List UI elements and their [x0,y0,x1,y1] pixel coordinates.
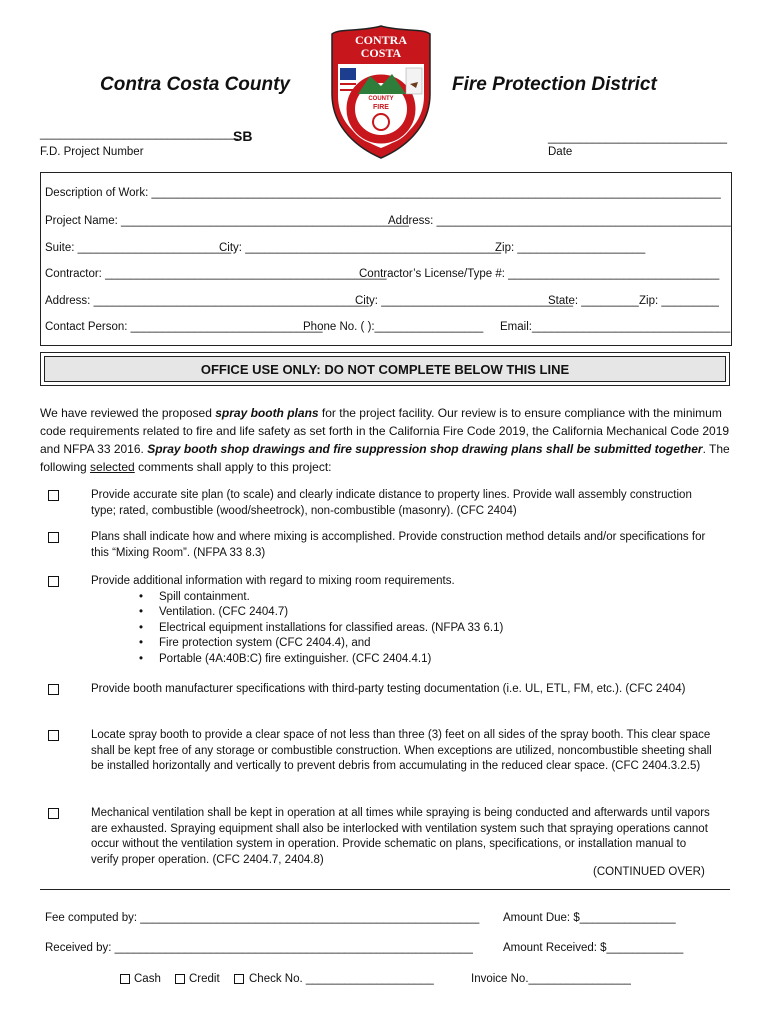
invoice-number-field[interactable]: Invoice No.________________ [471,973,631,985]
contractor-field[interactable]: Contractor: ____________________________________________ [45,268,387,280]
contractor-zip-field[interactable]: Zip: _________ [639,295,719,307]
fire-district-logo [330,24,432,160]
check-number-field[interactable]: Check No. ____________________ [249,973,434,985]
email-field[interactable]: Email:_______________________________ [500,321,731,333]
checklist-item-text [91,574,716,667]
mixing-room-bullets [91,590,716,668]
amount-received-field[interactable]: Amount Received: $____________ [503,942,684,954]
continued-over-note: (CONTINUED OVER) [593,866,705,878]
checklist-text: Provide additional information with regard to mixing room requirements. [91,575,455,587]
suite-field[interactable]: Suite: ________________________ [45,242,232,254]
contractor-address-field[interactable]: Address: ___________________________________________ [45,295,369,307]
contractor-city-field[interactable]: City: ______________________________ [355,295,574,307]
logo-text-costa: COSTA [360,46,402,60]
checkbox[interactable] [48,532,59,543]
checklist-text: Mechanical ventilation shall be kept in operation at all times while spraying is being conducted and afterwards until vapors are exhausted. Spraying equipment shall also be interlocked with ventilation system such that spraying operations cannot occur without the ventilation system in operation. Provide schematic on plans, specifications, or installation manual to verify proper operation. (CFC 2404.7, 2404.8) [91,807,710,866]
checklist-text: Plans shall indicate how and where mixing is accomplished. Provide construction method details and/or specifications for this “Mixing Room”. (NFPA 33 8.3) [91,531,706,559]
fee-computed-field[interactable]: Fee computed by: _____________________________________________________ [45,912,480,924]
checkbox[interactable] [48,684,59,695]
bullet-item: • Fire protection system (CFC 2404.4), and [159,636,716,652]
checkbox[interactable] [48,576,59,587]
cash-label: Cash [134,973,161,985]
state-field[interactable]: State: _________ [548,295,639,307]
project-name-field[interactable]: Project Name: _____________________________________________ [45,215,409,227]
description-field[interactable]: Description of Work: _________________________________________________________________________________________ [45,187,721,199]
project-number-label: F.D. Project Number [40,146,144,158]
county-title: Contra Costa County [100,74,290,95]
received-by-field[interactable]: Received by: ________________________________________________________ [45,942,473,954]
intro-text-2: for the project facility. Our review is to ensure compliance with the minimum code requirements related to fire and life safety as set forth in the California Fire Code 2019, the California Mechanical Code 2019 and NFPA 33 2016. [40,406,730,456]
date-line[interactable]: ____________________________ [548,132,728,144]
bullet-item: • Ventilation. (CFC 2404.7) [159,605,716,621]
credit-checkbox[interactable] [175,974,185,984]
intro-text-1: We have reviewed the proposed [40,406,216,420]
checkbox[interactable] [48,808,59,819]
checkbox[interactable] [48,490,59,501]
office-use-banner [40,352,730,386]
check-checkbox[interactable] [234,974,244,984]
zip-field[interactable]: Zip: ____________________ [495,242,646,254]
credit-label: Credit [189,973,220,985]
logo-text-county: COUNTY [368,96,394,102]
contact-person-field[interactable]: Contact Person: ______________________________ [45,321,323,333]
cash-checkbox[interactable] [120,974,130,984]
contractor-license-field[interactable]: Contractor’s License/Type #: _________________________________ [359,268,720,280]
amount-due-field[interactable]: Amount Due: $_______________ [503,912,676,924]
district-title: Fire Protection District [452,74,657,95]
address-field[interactable]: Address: ______________________________________________ [388,215,731,227]
bullet-item: • Spill containment. [159,590,716,606]
project-number-line[interactable]: _______________________________ [40,128,239,140]
checklist-text: Provide accurate site plan (to scale) and clearly indicate distance to property lines. Provide wall assembly construction type; rated, combustible (wood/sheetrock), non-combustible (masonry). (CFC 2404) [91,489,692,517]
checklist-text: Locate spray booth to provide a clear space of not less than three (3) feet on all sides of the spray booth. This clear space shall be kept free of any storage or combustible construction. When exceptions are utilized, noncombustible sheeting shall be installed horizontally and vertically to prevent debris from accumulating in the reduced clear space. (CFC 2404.3.2.5) [91,729,712,772]
bullet-item: • Portable (4A:40B:C) fire extinguisher. (CFC 2404.4.1) [159,652,716,668]
checklist-text: Provide booth manufacturer specifications with third-party testing documentation (i.e. UL, ETL, FM, etc.). (CFC 2404) [91,683,686,695]
date-label: Date [548,146,573,158]
office-use-text: OFFICE USE ONLY: DO NOT COMPLETE BELOW THIS LINE [44,356,726,382]
intro-text-3: . The following [40,442,730,474]
review-intro-paragraph [40,404,730,476]
logo-text-fire: FIRE [373,104,389,111]
footer-divider [40,889,730,890]
logo-text-contra: CONTRA [354,33,408,47]
intro-text-4: comments shall apply to this project: [134,460,332,474]
bullet-item: • Electrical equipment installations for classified areas. (NFPA 33 6.1) [159,621,716,637]
checkbox[interactable] [48,730,59,741]
credit-option[interactable] [175,973,220,985]
city-field[interactable]: City: ________________________________________ [219,242,502,254]
intro-bold-1: spray booth plans [215,406,319,420]
intro-underline: selected [90,460,135,474]
phone-field[interactable]: Phone No. ( ):_________________ [303,321,484,333]
check-option[interactable] [234,973,434,985]
intro-bold-2: Spray booth shop drawings and fire suppression shop drawing plans shall be submitted together [147,442,703,456]
project-number-suffix: SB [233,128,253,144]
cash-option[interactable] [120,973,161,985]
